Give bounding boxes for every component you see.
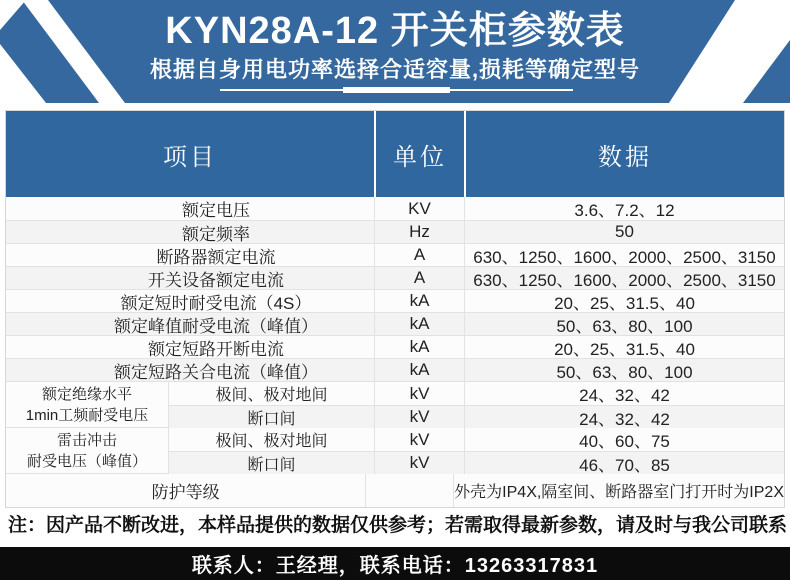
row-unit: Hz xyxy=(374,221,464,243)
row-data: 630、1250、1600、2000、2500、3150 xyxy=(464,244,784,266)
row-data: 46、70、85 xyxy=(464,452,784,474)
column-header-data: 数据 xyxy=(464,111,784,197)
table-row-protection-degree xyxy=(6,473,784,507)
row-data: 50、63、80、100 xyxy=(464,359,784,381)
table-row xyxy=(6,266,784,289)
table-row xyxy=(6,197,784,220)
table-row xyxy=(6,220,784,243)
row-data: 50 xyxy=(464,221,784,243)
table-row xyxy=(6,335,784,358)
group-label-line1: 额定绝缘水平 xyxy=(41,385,132,403)
subrow-item-label: 断口间 xyxy=(247,456,296,474)
row-unit: kV xyxy=(374,406,464,428)
row-item-label xyxy=(6,474,365,507)
row-unit: kV xyxy=(374,382,464,405)
table-subrow xyxy=(169,382,784,405)
row-data: 24、32、42 xyxy=(464,406,784,428)
group-label xyxy=(6,382,169,427)
group-label-line2: 耐受电压（峰值） xyxy=(26,452,147,470)
table-subrow xyxy=(169,428,784,451)
table-row xyxy=(6,312,784,335)
row-data: 外壳为IP4X,隔室间、断路器室门打开时为IP2X xyxy=(453,474,784,507)
row-unit xyxy=(365,474,453,507)
row-unit: kA xyxy=(374,313,464,335)
row-unit: KV xyxy=(374,197,464,220)
page-title: KYN28A-12 开关柜参数表 xyxy=(165,10,625,52)
row-item-label: 额定峰值耐受电流（峰值） xyxy=(114,316,318,336)
table-row xyxy=(6,289,784,312)
row-data: 24、32、42 xyxy=(464,382,784,405)
row-data: 50、63、80、100 xyxy=(464,313,784,335)
group-label xyxy=(6,428,169,473)
contact-text: 联系人：王经理，联系电话：13263317831 xyxy=(191,555,599,577)
table-subrow xyxy=(169,405,784,428)
row-item-label: 断路器额定电流 xyxy=(156,247,276,267)
row-unit: kA xyxy=(374,336,464,358)
column-header-unit: 单位 xyxy=(374,111,464,197)
row-unit: A xyxy=(374,244,464,266)
row-item-label: 开关设备额定电流 xyxy=(148,270,284,290)
column-header-item: 项目 xyxy=(163,143,217,171)
table-row xyxy=(6,243,784,266)
row-unit: kV xyxy=(374,428,464,451)
page-subtitle: 根据自身用电功率选择合适容量,损耗等确定型号 xyxy=(149,57,641,82)
row-unit: kA xyxy=(374,359,464,381)
row-item-label: 额定短时耐受电流（4S） xyxy=(120,293,312,313)
subrow-item-label: 极间、极对地间 xyxy=(215,387,328,404)
row-item-label: 额定电压 xyxy=(182,201,250,220)
contact-bar xyxy=(0,547,790,580)
table-row xyxy=(6,358,784,381)
banner xyxy=(0,0,790,103)
row-data: 630、1250、1600、2000、2500、3150 xyxy=(464,267,784,289)
row-unit: A xyxy=(374,267,464,289)
row-item-label: 额定短路关合电流（峰值） xyxy=(114,362,318,382)
subrow-item-label: 断口间 xyxy=(247,410,296,428)
subtitle-underline-accent xyxy=(343,87,450,93)
table-group-insulation-level xyxy=(6,381,784,427)
row-unit: kA xyxy=(374,290,464,312)
row-item-label: 额定频率 xyxy=(182,224,250,244)
group-label-line2: 1min工频耐受电压 xyxy=(25,406,149,424)
disclaimer-note: 注：因产品不断改进，本样品提供的数据仅供参考；若需取得最新参数，请及时与我公司联系 xyxy=(8,515,788,536)
table-group-lightning-impulse xyxy=(6,427,784,473)
row-item-label: 额定短路开断电流 xyxy=(148,339,284,359)
protection-label: 防护等级 xyxy=(151,483,220,502)
row-data: 20、25、31.5、40 xyxy=(464,290,784,312)
row-data: 3.6、7.2、12 xyxy=(464,197,784,220)
table-subrow xyxy=(169,451,784,474)
group-label-line1: 雷击冲击 xyxy=(56,431,117,449)
row-unit: kV xyxy=(374,452,464,474)
subrow-item-label: 极间、极对地间 xyxy=(215,433,328,450)
table-header-row xyxy=(6,111,784,197)
parameters-table xyxy=(5,110,785,508)
row-data: 20、25、31.5、40 xyxy=(464,336,784,358)
row-data: 40、60、75 xyxy=(464,428,784,451)
